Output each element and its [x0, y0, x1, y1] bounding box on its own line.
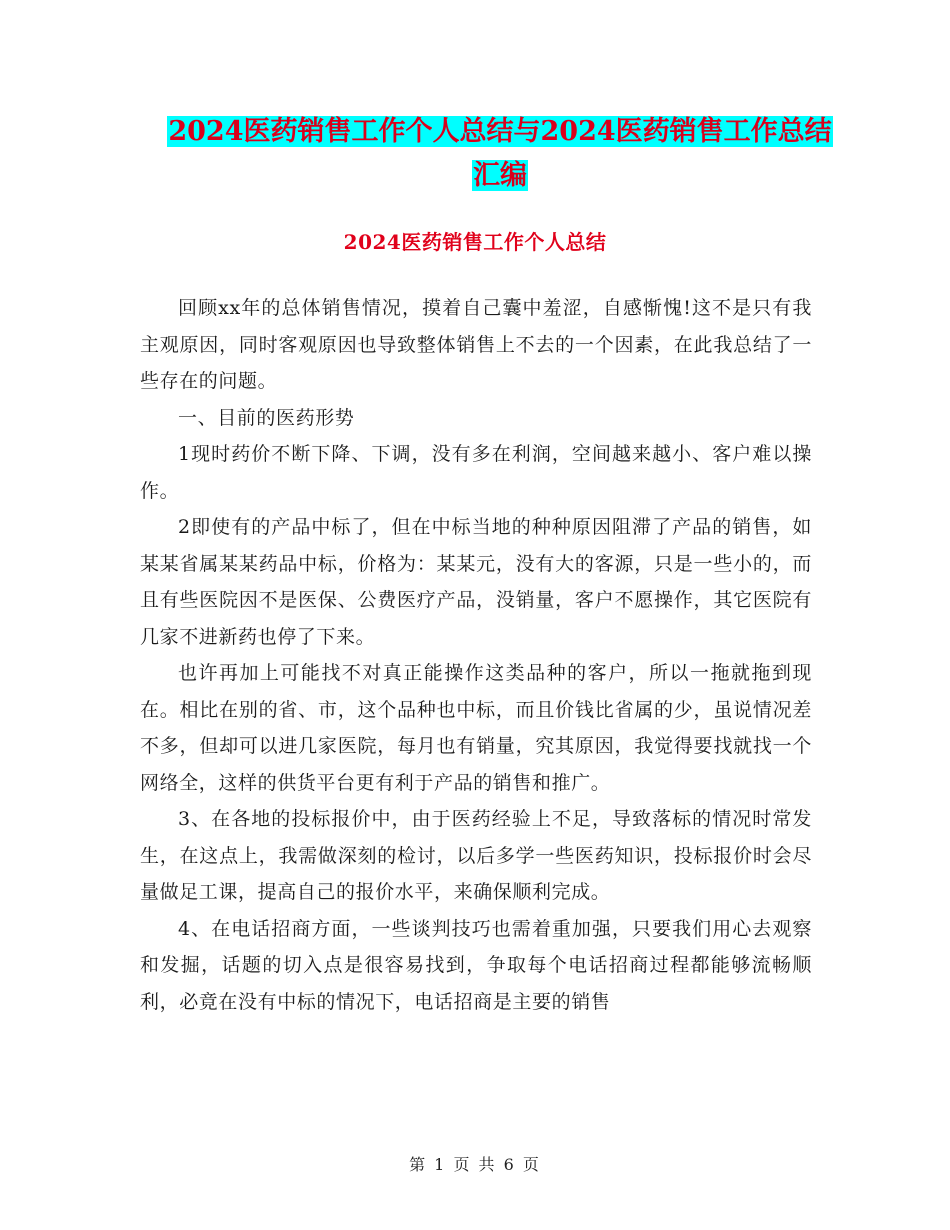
- document-title-line-2: 汇编: [473, 160, 527, 191]
- document-body: [140, 290, 812, 1020]
- paragraph-point-3: 3、在各地的投标报价中，由于医药经验上不足，导致落标的情况时常发生，在这点上，我需做深刻的检讨，以后多学一些医药知识，投标报价时会尽量做足工课，提高自己的报价水平，来确保顺利完成。: [140, 808, 812, 903]
- section-title: 2024医药销售工作个人总结: [343, 230, 607, 254]
- paragraph-point-2: 2即使有的产品中标了，但在中标当地的种种原因阻滞了产品的销售，如某某省属某某药品中标，价格为：某某元，没有大的客源，只是一些小的，而且有些医院因不是医保、公费医疗产品，没销量，客户不愿操作，其它医院有几家不进新药也停了下来。: [140, 516, 812, 648]
- paragraph-intro: 回顾xx年的总体销售情况，摸着自己囊中羞涩，自感惭愧!这不是只有我主观原因，同时客观原因也导致整体销售上不去的一个因素，在此我总结了一些存在的问题。: [140, 297, 812, 392]
- page-number-footer: 第 1 页 共 6 页: [409, 1155, 541, 1174]
- paragraph-point-4: 4、在电话招商方面，一些谈判技巧也需着重加强，只要我们用心去观察和发掘，话题的切入点是很容易找到，争取每个电话招商过程都能够流畅顺利，必竟在没有中标的情况下，电话招商是主要的销售: [140, 917, 812, 1013]
- paragraph-point-1: 1现时药价不断下降、下调，没有多在利润，空间越来越小、客户难以操作。: [140, 443, 812, 502]
- paragraph-point-2-continued: 也许再加上可能找不对真正能操作这类品种的客户，所以一拖就拖到现在。相比在别的省、市，这个品种也中标，而且价钱比省属的少，虽说情况差不多，但却可以进几家医院，每月也有销量，究其原因，我觉得要找就找一个网络全，这样的供货平台更有利于产品的销售和推广。: [140, 662, 812, 794]
- paragraph-heading-situation: 一、目前的医药形势: [178, 406, 355, 429]
- document-title: [140, 110, 860, 198]
- document-title-line-1: 2024医药销售工作个人总结与2024医药销售工作总结: [168, 116, 832, 147]
